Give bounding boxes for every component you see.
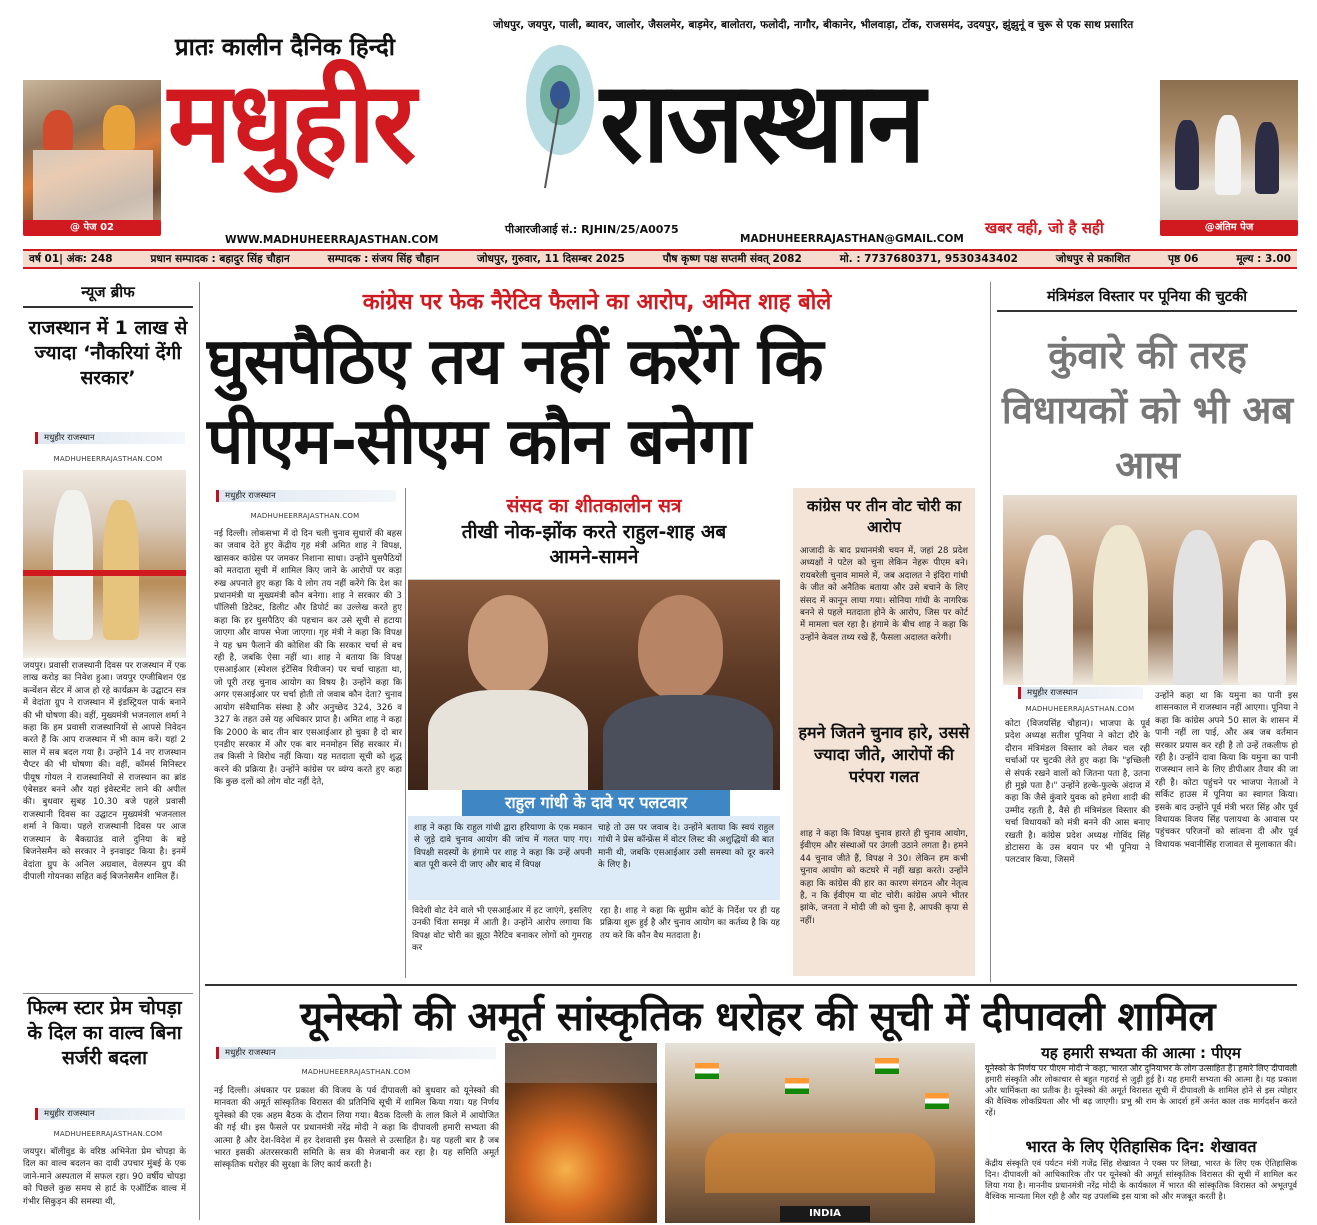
left-body-1: जयपुर। प्रवासी राजस्थानी दिवस पर राजस्थान में एक लाख करोड़ का निवेश हुआ। जयपुर एग्जीबिशन एंड कन्वेंशन सेंटर में आज हो रहे कार्यक्रम के उद्घाटन सत्र में वेदांता ग्रुप ने राजस्थान में इंडस्ट्रियल पार्क बनाने की भी घोषणा की। वहीं, मुख्यमंत्री भजनलाल शर्मा ने कहा कि हम प्रवासी राजस्थानियों से आपसे निवेदन करते हैं कि आप राजस्थान में भी काम करें। यहां 2 साल में सब बदल गया है। उन्होंने 14 नए राजस्थान चैप्टर की भी घोषणा की। वहीं, कॉमर्स मिनिस्टर पीयूष गोयल ने राजस्थानियों से राजस्थान का ब्रांड एंबेसडर बनने और यहां इंवेस्टमेंट लाने की अपील की। बुधवार सुबह 10.30 बजे पहले प्रवासी राजस्थानी दिवस का उद्घाटन मुख्यमंत्री भजनलाल शर्मा ने किया। पहले राजस्थानी दिवस पर आज राजस्थान के बैकग्राउंड वाले दुनिया के बड़े बिजनेसमैन को सरकार ने इनवाइट किया है। इनमें वेदांता ग्रुप के अनिल अग्रवाल, वेलस्पन ग्रुप की दीपाली गोयनका सहित कई बिजनेसमैन शामिल हैं।: [23, 661, 186, 882]
email-link[interactable]: MADHUHEERRAJASTHAN@GMAIL.COM: [740, 233, 964, 245]
news-brief-title: न्यूज ब्रीफ: [23, 282, 193, 308]
blue-box-col-2: चाहे तो उस पर जवाब दे। उन्होंने बताया कि स्वयं राहुल गांधी ने प्रेस कॉन्फ्रेंस में वोटर लिस्ट की अशुद्धियों की बात मानी थी, जबकि एसआईआर उसी समस्या को दूर करने के लिए है।: [598, 823, 774, 871]
meta-chief-editor: प्रधान सम्पादक : बहादुर सिंह चौहान: [150, 253, 290, 265]
bottom-side-body-1: यूनेस्को के निर्णय पर पीएम मोदी ने कहा, भारत और दुनियाभर के लोग उत्साहित हैं। हमारे लिए दीपावली हमारी संस्कृति और लोकाचार से बहुत गहराई से जुड़ी हुई है। यह हमारी सभ्यता की आत्मा है। यह प्रकाश और धार्मिकता का प्रतीक है। यूनेस्को की अमूर्त विरासत सूची में दीपावली के शामिल होने से इस त्योहार की वैश्विक लोकप्रियता और भी बढ़ जाएगी। प्रभु श्री राम के आदर्श हमें अनंत काल तक मार्गदर्शन करते रहें।: [985, 1063, 1297, 1117]
peacock-feather-icon: [515, 40, 605, 190]
lead-body: नई दिल्ली। लोकसभा में दो दिन चली चुनाव सुधारों की बहस का जवाब देते हुए केंद्रीय गृह मंत्री अमित शाह ने विपक्ष, खासकर कांग्रेस पर जमकर निशाना साधा। उन्होंने घुसपैठियों को मतदाता सूची में शामिल किए जाने के आरोपों पर कड़ा रुख अपनाते हुए कहा कि ये लोग तय नहीं करेंगे कि देश का प्रधानमंत्री या मुख्यमंत्री कौन बनेगा। शाह ने सरकार की 3 पॉलिसी डिटेक्ट, डिलीट और डिपोर्ट का उल्लेख करते हुए कहा कि हर घुसपैठिए की पहचान कर उसे सूची से हटाया जाएगा और वापस भेजा जाएगा। गृह मंत्री ने कहा कि विपक्ष ने यह भ्रम फैलाने की कोशिश की कि सरकार चर्चा से बच रही है, जबकि ऐसा नहीं था। शाह ने बताया कि विपक्ष एसआईआर (स्पेशल इंटेंसिव रिवीजन) पर चर्चा चाहता था, जो पूरी तरह चुनाव आयोग का विषय है। उन्होंने कहा कि अगर एसआईआर पर चर्चा होती तो जवाब कौन देता? चुनाव आयोग संवैधानिक संस्था है और अनुच्छेद 324, 326 व 327 के तहत उसे यह अधिकार प्राप्त है। अमित शाह ने कहा कि 2000 के बाद तीन बार एसआईआर हो चुका है दो बार एनडीए सरकार में और एक बार मनमोहन सिंह सरकार में। तब किसी ने विरोध नहीं किया। यह मतदाता सूची को शुद्ध करने की प्रक्रिया है। उन्होंने कांग्रेस पर व्यंग्य करते हुए कहा कि कुछ दलों को लोग वोट नहीं देते,: [214, 529, 402, 788]
sidebar-body-1: आजादी के बाद प्रधानमंत्री चयन में, जहां 28 प्रदेश अध्यक्षों ने पटेल को चुना लेकिन नेहरू पीएम बने। रायबरेली चुनाव मामले में, जब अदालत ने इंदिरा गांधी के जीत को अनैतिक बताया और उसे बचाने के लिए संसद में कानून लाया गया। सोनिया गांधी के नागरिक बनने से पहले मतदाता होने के आरोप, जिस पर कोर्ट में मामला चल रहा है। हंगामे के बीच शाह ने कहा कि उन्होंने केवल तथ्य रखे हैं, फैसला अदालत करेगी।: [800, 546, 968, 643]
masthead-title-black: राजस्थान: [600, 58, 923, 188]
meta-published: जोधपुर से प्रकाशित: [1055, 253, 1131, 265]
bottom-body: नई दिल्ली। अंधकार पर प्रकाश की विजय के पर्व दीपावली को बुधवार को यूनेस्को की मानवता की अमूर्त सांस्कृतिक विरासत की प्रतिनिधि सूची में शामिल किया गया। यह निर्णय यूनेस्को की एक अहम बैठक के दौरान लिया गया। बैठक दिल्ली के लाल किले में आयोजित की गई थी। इस फैसले पर प्रधानमंत्री नरेंद्र मोदी ने कहा कि दीपावली हमारी सभ्यता की आत्मा है और देश-विदेश में हर देशवासी इस फैसले से उत्साहित है। यह पहली बार है जब भारत इसकी अंतरसरकारी समिति के सत्र की मेजबानी कर रहा है। यह समिति अमूर्त सांस्कृतिक धरोहर की सुरक्षा के लिए कार्य करती है।: [214, 1086, 499, 1171]
website-link[interactable]: WWW.MADHUHEERRAJASTHAN.COM: [225, 234, 439, 246]
photo-kicker: संसद का शीतकालीन सत्र: [506, 495, 682, 517]
divider: [205, 984, 1297, 986]
left-url-2: MADHUHEERRAJASTHAN.COM: [53, 1130, 163, 1138]
right-col-1: कोटा (विजयसिंह चौहान)। भाजपा के पूर्व प्रदेश अध्यक्ष सतीश पूनिया ने कोटा दौरे के दौरान मंत्रिमंडल विस्तार को लेकर चल रही चर्चाओं पर चुटकी लेते हुए कहा कि "इच्छिली से संपर्क रखने वालों को जितना पता है, उतना ही मुझे पता है।" उन्होंने हल्के-फुल्के अंदाज में कहा कि जैसे कुंवारे युवक को हमेशा शादी की उम्मीद रहती है, वैसे ही मंत्रिमंडल विस्तार की चर्चा विधायकों को मंत्री बनने की आस बनाए रखती है। कांग्रेस प्रदेश अध्यक्ष गोविंद सिंह डोटासरा के उस बयान पर भी पूनिया ने पलटवार किया, जिसमें: [1005, 719, 1150, 866]
caption-bar: राहुल गांधी के दावे पर पलटवार: [462, 790, 730, 816]
sidebar-head-2: हमने जितने चुनाव हारे, उससे ज्यादा जीते, आरोपों की परंपरा गलत: [798, 723, 970, 786]
divider: [23, 993, 193, 994]
left-url-1: MADHUHEERRAJASTHAN.COM: [53, 455, 163, 463]
meta-samvat: पौष कृष्ण पक्ष सप्तमी संवत् 2082: [662, 253, 802, 265]
prgi-number: पीआरजीआई सं.: RJHIN/25/A0075: [505, 223, 679, 236]
left-headline-2: फिल्म स्टार प्रेम चोपड़ा के दिल का वाल्व बिना सर्जरी बदला: [27, 997, 182, 1069]
left-news-photo[interactable]: [23, 470, 186, 658]
bottom-side-body-2: केंद्रीय संस्कृति एवं पर्यटन मंत्री गजेंद्र सिंह शेखावत ने एक्स पर लिखा, भारत के लिए एक ऐतिहासिक दिन। दीपावली को आधिकारिक तौर पर यूनेस्को की अमूर्त सांस्कृतिक विरासत की सूची में शामिल कर लिया गया है। माननीय प्रधानमंत्री नरेंद्र मोदी के कार्यकाल में भारत की सांस्कृतिक विरासत को अभूतपूर्व वैश्विक मान्यता मिल रही है और यह उपलब्धि इस यात्रा को और मजबूत करती है।: [985, 1158, 1297, 1201]
lead-body-bottom: विदेशी वोट देने वाले भी एसआईआर में हट जाएंगे, इसलिए उनकी चिंता समझ में आती है। उन्होंने आरोप लगाया कि विपक्ष वोट चोरी का झूठा नैरेटिव बनाकर लोगों को गुमराह कर: [412, 906, 592, 954]
meta-page: पृष्ठ 06: [1168, 253, 1199, 265]
meta-issue: वर्ष 01| अंक: 248: [29, 253, 113, 265]
meta-price: मूल्य : 3.00: [1236, 253, 1291, 265]
lead-byline: मधुहीर राजस्थान: [216, 490, 396, 502]
right-kicker: मंत्रिमंडल विस्तार पर पूनिया की चुटकी: [997, 286, 1297, 312]
masthead-left-photo[interactable]: [23, 80, 161, 228]
blue-box-col-1: शाह ने कहा कि राहुल गांधी द्वारा हरियाणा के एक मकान से जुड़े दावे चुनाव आयोग की जांच में गलत पाए गए। विपक्षी सदस्यों के हंगामे पर शाह ने कहा कि उन्हें अपनी बात पूरी करने दी जाए और बाद में विपक्ष: [414, 823, 592, 871]
india-label: INDIA: [780, 1206, 870, 1222]
bottom-side-head-2: भारत के लिए ऐतिहासिक दिन: शेखावत: [1025, 1137, 1257, 1156]
divider: [990, 282, 991, 982]
news-brief-section: [23, 282, 193, 391]
photo-headline: तीखी नोक-झोंक करते राहुल-शाह अब आमने-सामने: [461, 521, 727, 568]
divider: [199, 282, 200, 1220]
bottom-side-head-1: यह हमारी सभ्यता की आत्मा : पीएम: [985, 1043, 1297, 1066]
masthead-right-photo[interactable]: [1160, 80, 1298, 228]
bottom-byline: मधुहीर राजस्थान: [216, 1047, 496, 1059]
meta-mobile: मो. : 7737680371, 9530343402: [839, 253, 1018, 265]
lead-body-bottom-2: रहा है। शाह ने कहा कि सुप्रीम कोर्ट के निर्देश पर ही यह प्रक्रिया शुरू हुई है और चुनाव आयोग का कर्तव्य है कि यह तय करे कि कौन वैध मतदाता है।: [600, 906, 780, 941]
rahul-shah-photo[interactable]: [408, 580, 780, 790]
right-url: MADHUHEERRAJASTHAN.COM: [1025, 705, 1135, 713]
masthead-tagline: प्रातः कालीन दैनिक हिन्दी: [175, 32, 395, 61]
right-headline: कुंवारे की तरह विधायकों को भी अब आस: [1001, 333, 1294, 487]
masthead-slogan: खबर वही, जो है सही: [985, 219, 1104, 237]
lead-kicker: कांग्रेस पर फेक नैरेटिव फैलाने का आरोप, अमित शाह बोले: [362, 290, 832, 315]
meta-editor: सम्पादक : संजय सिंह चौहान: [327, 253, 440, 265]
left-body-2: जयपुर। बॉलीवुड के वरिष्ठ अभिनेता प्रेम चोपड़ा के दिल का वाल्व बदलन का दावी उपचार मुंबई के एक जाने-माने अस्पताल में सफल रहा। 90 वर्षीय चोपड़ा को पिछले कुछ समय से हार्ट के एऑर्टिक वाल्व में गंभीर सिकुड़न की समस्या थी,: [23, 1147, 186, 1207]
right-byline: मधुहीर राजस्थान: [1018, 687, 1143, 699]
right-col-2: उन्होंने कहा था कि यमुना का पानी इस शासनकाल में राजस्थान नहीं आएगा। पूनिया ने कहा कि कांग्रेस अपने 50 साल के शासन में पानी नहीं ला पाई, और अब जब वर्तमान सरकार प्रयास कर रही है तो उन्हें तकलीफ हो रही है। उन्होंने दावा किया कि यमुना का पानी राजस्थान लाने के लिए डीपीआर तैयार की जा रही है। कोटा पहुंचने पर भाजपा नेताओं ने सर्किट हाउस में पूनिया का स्वागत किया। इसके बाद उन्होंने पूर्व मंत्री भरत सिंह और पूर्व विधायक विजय सिंह पलायथा के आवास पर पहुंचकर परिजनों को सांत्वना दी और पूर्व विधायक भवानीसिंह राजावत से मुलाकात की।: [1155, 691, 1298, 850]
diwali-lamps-photo[interactable]: [505, 1043, 657, 1223]
masthead-title-red: मधुहीर: [168, 58, 414, 188]
celebration-photo[interactable]: [665, 1043, 975, 1223]
page-02-badge[interactable]: @ पेज 02: [23, 220, 161, 236]
photo-package-header: [408, 488, 780, 580]
lead-headline: घुसपैठिए तय नहीं करेंगे कि पीएम-सीएम कौन बनेगा: [207, 325, 823, 479]
sidebar-head-1: कांग्रेस पर तीन वोट चोरी का आरोप: [806, 497, 962, 536]
masthead-editions: जोधपुर, जयपुर, पाली, ब्यावर, जालोर, जैसलमेर, बाड़मेर, बालोतरा, फलोदी, नागौर, बीकानेर, भीलवाड़ा, टोंक, राजसमंद, उदयपुर, झुंझुनूं व चुरू से एक साथ प्रसारित: [493, 19, 1134, 31]
sidebar-body-2: शाह ने कहा कि विपक्ष चुनाव हारते ही चुनाव आयोग, ईवीएम और संस्थाओं पर उंगली उठाने लगता है। हमने 44 चुनाव जीते हैं, विपक्ष ने 30। लेकिन हम कभी चुनाव आयोग को कटघरे में नहीं खड़ा करते। उन्होंने कहा कि कांग्रेस की हार का कारण संगठन और नेतृत्व है, न कि ईवीएम या वोट चोरी। कांग्रेस अपने भीतर झांके, जनता ने मोदी जी को चुना है, आपकी कृपा से नहीं।: [800, 829, 968, 926]
meta-bar: [23, 249, 1297, 269]
bottom-url: MADHUHEERRAJASTHAN.COM: [301, 1068, 411, 1076]
last-page-badge[interactable]: @अंतिम पेज: [1160, 220, 1298, 236]
masthead: [0, 0, 1317, 245]
bottom-headline: यूनेस्को की अमूर्त सांस्कृतिक धरोहर की सूची में दीपावली शामिल: [300, 994, 1215, 1040]
meta-date: जोधपुर, गुरुवार, 11 दिसम्बर 2025: [477, 253, 625, 265]
left-byline-1: मधुहीर राजस्थान: [35, 432, 185, 444]
left-headline-1: राजस्थान में 1 लाख से ज्यादा ‘नौकरियां देंगी सरकार’: [28, 317, 188, 389]
divider: [405, 488, 406, 978]
left-byline-2: मधुहीर राजस्थान: [35, 1108, 185, 1120]
lead-url: MADHUHEERRAJASTHAN.COM: [250, 512, 360, 520]
poonia-photo[interactable]: [1003, 495, 1297, 685]
